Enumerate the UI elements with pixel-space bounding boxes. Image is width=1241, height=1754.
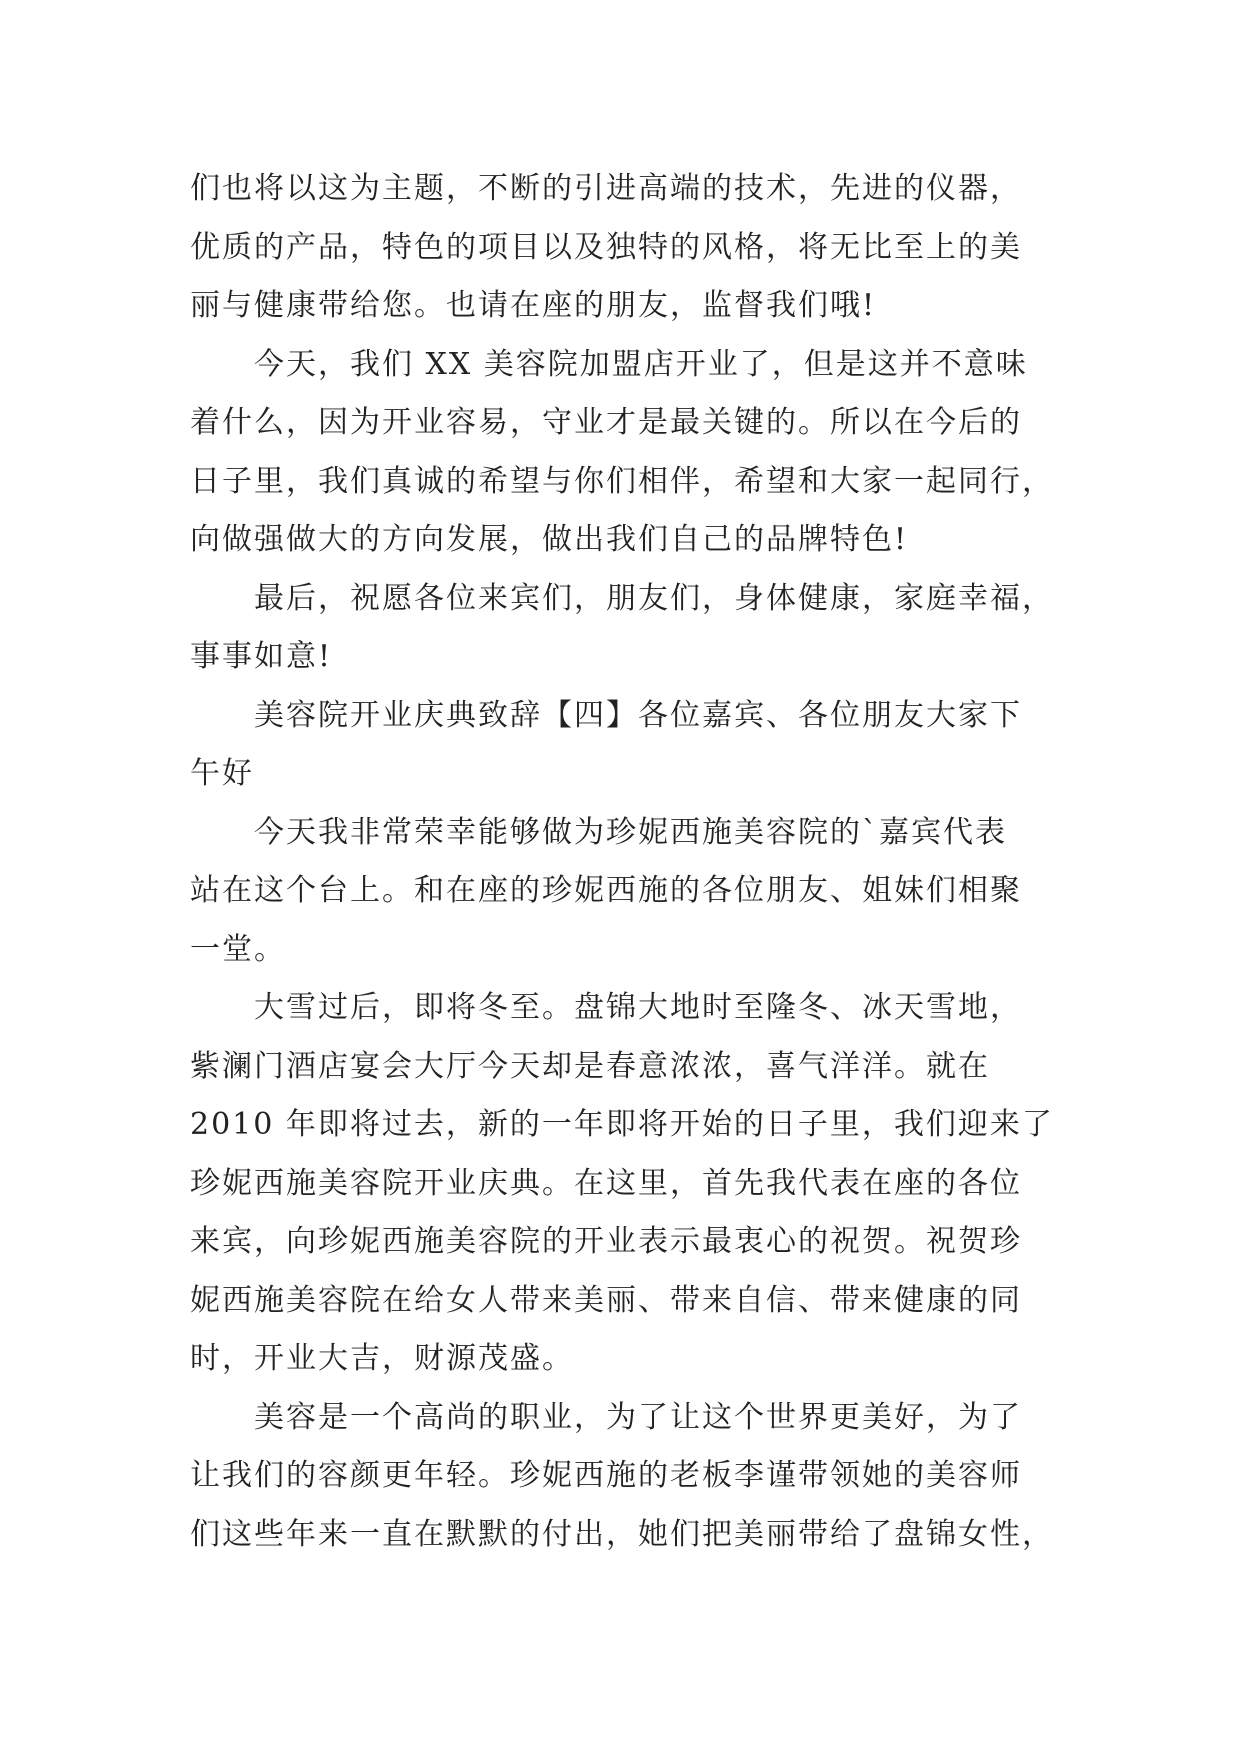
text-line: 日子里，我们真诚的希望与你们相伴，希望和大家一起同行，	[190, 463, 1054, 499]
text-line: 优质的产品，特色的项目以及独特的风格，将无比至上的美	[190, 229, 1022, 265]
text-line: 美容是一个高尚的职业，为了让这个世界更美好，为了	[254, 1399, 1022, 1435]
text-line: 事事如意!	[190, 639, 333, 674]
body-text	[190, 160, 1070, 1564]
text-line: 们这些年来一直在默默的付出，她们把美丽带给了盘锦女性，	[190, 1516, 1054, 1552]
text-line: 来宾，向珍妮西施美容院的开业表示最衷心的祝贺。祝贺珍	[190, 1224, 1022, 1259]
text-line: 2010 年即将过去，新的一年即将开始的日子里，我们迎来了	[190, 1107, 1054, 1142]
text-line: 妮西施美容院在给女人带来美丽、带来自信、带来健康的同	[190, 1282, 1022, 1318]
text-line: 一堂。	[190, 931, 286, 967]
text-line: 今天，我们 XX 美容院加盟店开业了，但是这并不意味	[254, 346, 1028, 382]
text-line: 们也将以这为主题，不断的引进高端的技术，先进的仪器，	[190, 171, 1022, 206]
text-line: 让我们的容颜更年轻。珍妮西施的老板李谨带领她的美容师	[190, 1458, 1022, 1493]
text-line: 今天我非常荣幸能够做为珍妮西施美容院的`嘉宾代表	[254, 814, 1007, 850]
text-line: 美容院开业庆典致辞【四】各位嘉宾、各位朋友大家下	[254, 697, 1022, 733]
text-line: 午好	[190, 756, 254, 791]
text-line: 丽与健康带给您。也请在座的朋友，监督我们哦!	[190, 288, 877, 323]
text-line: 着什么，因为开业容易，守业才是最关键的。所以在今后的	[190, 405, 1022, 440]
text-line: 紫澜门酒店宴会大厅今天却是春意浓浓，喜气洋洋。就在	[190, 1048, 990, 1084]
text-line: 站在这个台上。和在座的珍妮西施的各位朋友、姐妹们相聚	[190, 873, 1022, 908]
text-line: 最后，祝愿各位来宾们，朋友们，身体健康，家庭幸福，	[254, 580, 1054, 616]
text-line: 大雪过后，即将冬至。盘锦大地时至隆冬、冰天雪地，	[254, 990, 1022, 1025]
text-line: 时，开业大吉，财源茂盛。	[190, 1341, 574, 1376]
text-line: 珍妮西施美容院开业庆典。在这里，首先我代表在座的各位	[190, 1165, 1022, 1201]
text-line: 向做强做大的方向发展，做出我们自己的品牌特色!	[190, 522, 909, 557]
